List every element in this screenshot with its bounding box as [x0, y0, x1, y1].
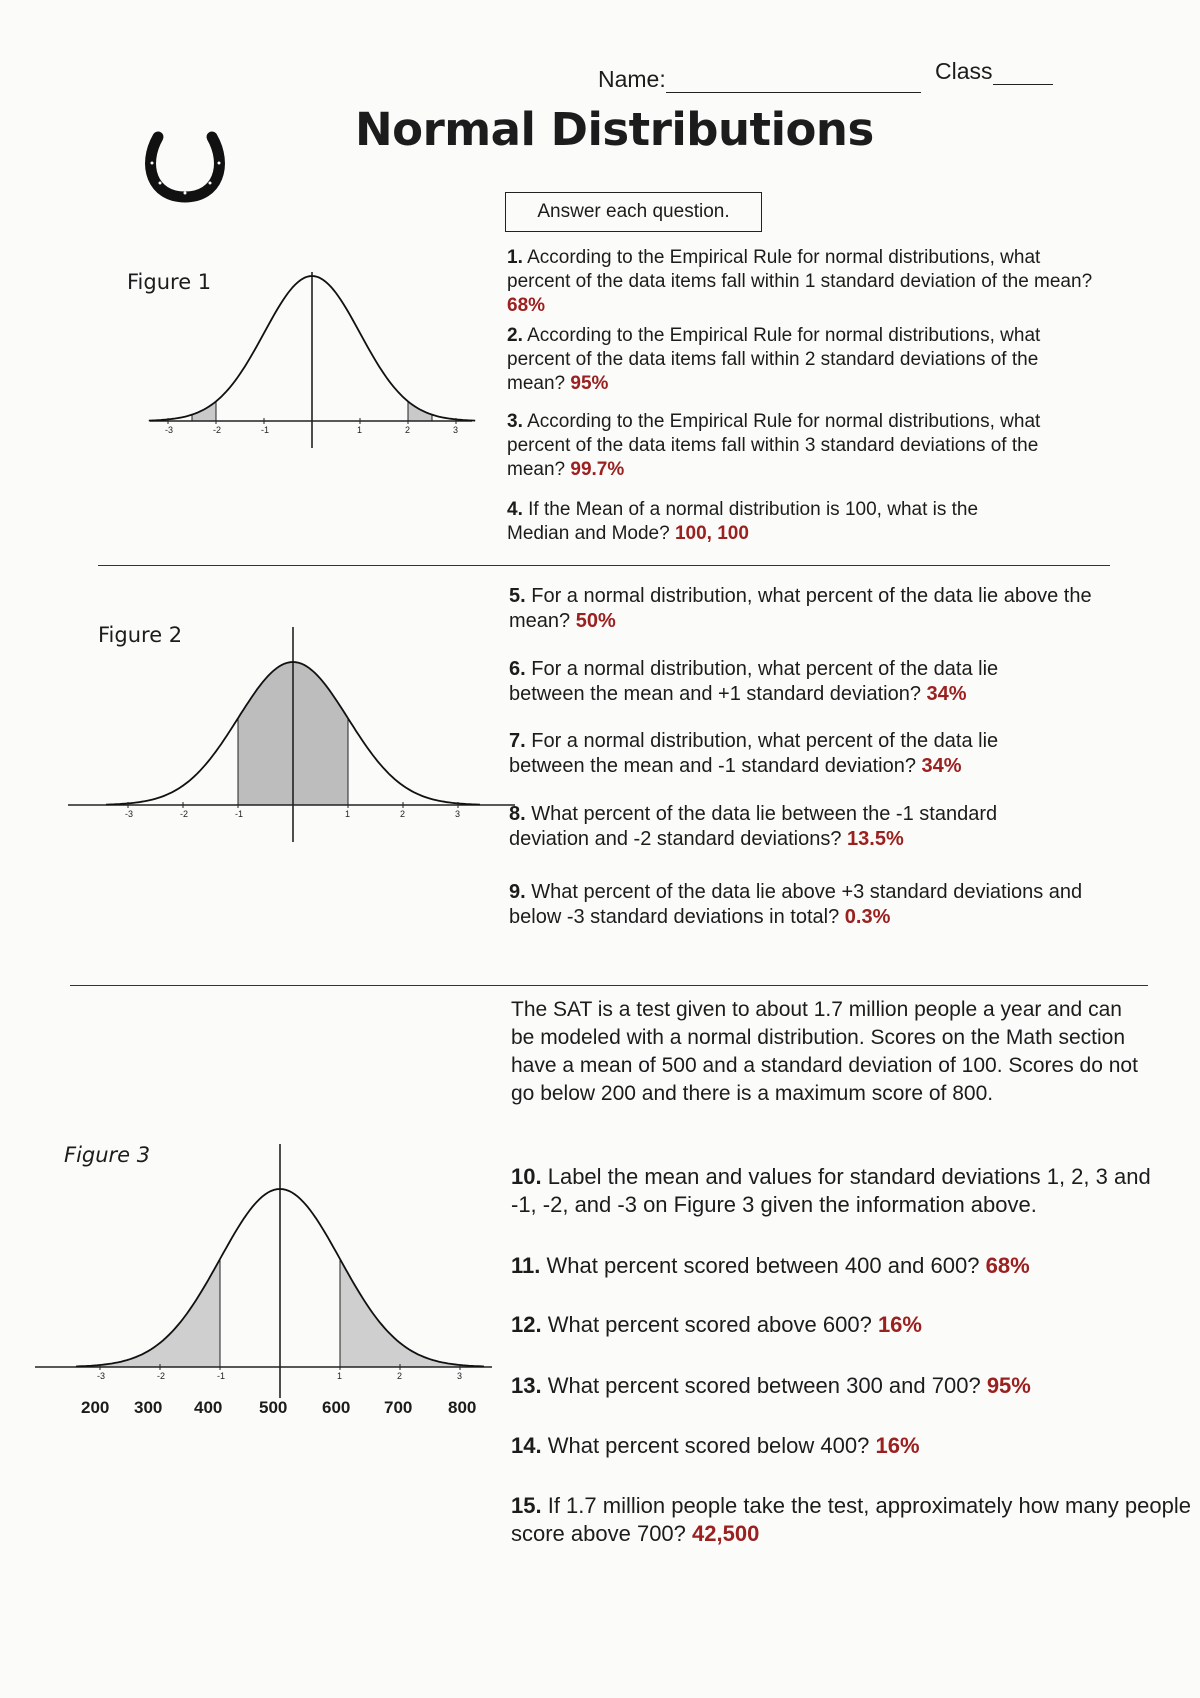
figure-3-tick-label: 1 — [337, 1371, 343, 1381]
figure-2-tick-label: -1 — [235, 809, 244, 819]
question-9 — [509, 880, 1119, 930]
figure-2-tick-label: 2 — [400, 809, 406, 819]
figure-3-score-label: 600 — [322, 1398, 351, 1417]
question-10 — [511, 1163, 1151, 1219]
question-number: 4. — [507, 499, 523, 520]
question-2 — [507, 324, 1097, 396]
question-text: Label the mean and values for standard deviations 1, 2, 3 and -1, -2, and -3 on Figure 3 given the information above. — [511, 1164, 1151, 1217]
question-number: 13. — [511, 1373, 542, 1398]
question-answer: 100, 100 — [674, 523, 749, 544]
question-text: What percent scored between 400 and 600? — [546, 1253, 980, 1278]
question-number: 5. — [509, 585, 526, 607]
question-6 — [509, 657, 1069, 707]
question-text: According to the Empirical Rule for normal distributions, what percent of the data items fall within 2 standard deviations of the mean? — [507, 325, 1041, 394]
question-text: According to the Empirical Rule for normal distributions, what percent of the data items fall within 1 standard deviation of the mean? — [507, 247, 1093, 292]
question-answer: 34% — [926, 683, 967, 705]
question-number: 3. — [507, 411, 523, 432]
question-8 — [509, 802, 1069, 852]
question-answer: 42,500 — [692, 1521, 760, 1546]
question-number: 9. — [509, 881, 526, 903]
figure-3-shaded-region — [340, 1259, 472, 1367]
question-14 — [511, 1432, 1151, 1460]
question-number: 8. — [509, 803, 526, 825]
figure-3-tick-label: -3 — [97, 1371, 106, 1381]
question-11 — [511, 1252, 1151, 1280]
question-answer: 16% — [875, 1433, 920, 1458]
question-12 — [511, 1311, 1151, 1339]
figure-3-tick-label: -2 — [157, 1371, 166, 1381]
question-7 — [509, 729, 1069, 779]
figure-3-score-label: 200 — [81, 1398, 110, 1417]
question-number: 10. — [511, 1164, 542, 1189]
question-answer: 68% — [985, 1253, 1030, 1278]
figure-3-tick-label: 2 — [397, 1371, 403, 1381]
question-answer: 95% — [986, 1373, 1031, 1398]
figure-3-score-label: 800 — [448, 1398, 477, 1417]
question-answer: 0.3% — [844, 906, 891, 928]
question-text: For a normal distribution, what percent of the data lie above the mean? — [509, 585, 1092, 632]
figure-2-label: Figure 2 — [98, 623, 183, 647]
question-answer: 68% — [507, 295, 546, 316]
question-text: What percent scored below 400? — [547, 1433, 870, 1458]
question-text: If the Mean of a normal distribution is 100, what is the Median and Mode? — [507, 499, 979, 544]
question-text: What percent scored between 300 and 700? — [547, 1373, 981, 1398]
figure-1-tick-label: -1 — [261, 425, 270, 435]
question-text: For a normal distribution, what percent of the data lie between the mean and -1 standard deviation? — [509, 730, 999, 777]
question-text: What percent of the data lie above +3 standard deviations and below -3 standard deviations in total? — [509, 881, 1083, 928]
question-text: If 1.7 million people take the test, approximately how many people score above 700? — [511, 1493, 1191, 1546]
name-label: Name: — [598, 66, 666, 92]
figure-3-label: Figure 3 — [64, 1143, 151, 1167]
question-number: 1. — [507, 247, 523, 268]
figure-1-tick-label: -3 — [165, 425, 174, 435]
figure-1-label: Figure 1 — [127, 270, 212, 294]
question-4 — [507, 498, 1027, 546]
figure-2-tick-label: -2 — [180, 809, 189, 819]
instruction-text: Answer each question. — [537, 201, 730, 222]
figure-3-score-label: 400 — [194, 1398, 223, 1417]
question-13 — [511, 1372, 1151, 1400]
figure-3-score-label: 300 — [134, 1398, 163, 1417]
question-number: 15. — [511, 1493, 542, 1518]
question-number: 7. — [509, 730, 526, 752]
question-text: What percent of the data lie between the -1 standard deviation and -2 standard deviations? — [509, 803, 998, 850]
question-number: 11. — [511, 1253, 541, 1278]
question-15 — [511, 1492, 1191, 1548]
question-answer: 50% — [575, 610, 616, 632]
figure-2-tick-label: 3 — [455, 809, 461, 819]
question-1 — [507, 246, 1097, 318]
figure-1-tick-label: -2 — [213, 425, 222, 435]
question-text: For a normal distribution, what percent of the data lie between the mean and +1 standard deviation? — [509, 658, 999, 705]
question-number: 6. — [509, 658, 526, 680]
figure-1-tick-label: 1 — [357, 425, 363, 435]
question-answer: 34% — [921, 755, 962, 777]
figure-3-score-label: 500 — [259, 1398, 288, 1417]
question-number: 2. — [507, 325, 523, 346]
question-number: 12. — [511, 1312, 542, 1337]
figure-1-tick-label: 2 — [405, 425, 411, 435]
question-answer: 13.5% — [847, 828, 904, 850]
question-answer: 16% — [877, 1312, 922, 1337]
sat-paragraph: The SAT is a test given to about 1.7 million people a year and can be modeled with a normal distribution. Scores on the Math section have a mean of 500 and a standard deviation of 100. Scores do not go below 200 and there is a maximum score of 800. — [511, 998, 1138, 1105]
question-answer: 95% — [570, 373, 609, 394]
figure-2-tick-label: -3 — [125, 809, 134, 819]
figure-3-shaded-region — [88, 1259, 220, 1367]
question-text: What percent scored above 600? — [547, 1312, 872, 1337]
class-label: Class — [935, 58, 993, 84]
divider — [70, 985, 1148, 986]
figure-3-tick-label: -1 — [217, 1371, 226, 1381]
page-title: Normal Distributions — [355, 103, 874, 156]
question-answer: 99.7% — [570, 459, 625, 480]
figure-3-tick-label: 3 — [457, 1371, 463, 1381]
question-3 — [507, 410, 1097, 482]
figure-1-tick-label: 3 — [453, 425, 459, 435]
figure-2-tick-label: 1 — [345, 809, 351, 819]
question-5 — [509, 584, 1099, 634]
question-text: According to the Empirical Rule for normal distributions, what percent of the data items fall within 3 standard deviations of the mean? — [507, 411, 1041, 480]
divider — [98, 565, 1110, 566]
figure-3-score-label: 700 — [384, 1398, 413, 1417]
question-number: 14. — [511, 1433, 542, 1458]
